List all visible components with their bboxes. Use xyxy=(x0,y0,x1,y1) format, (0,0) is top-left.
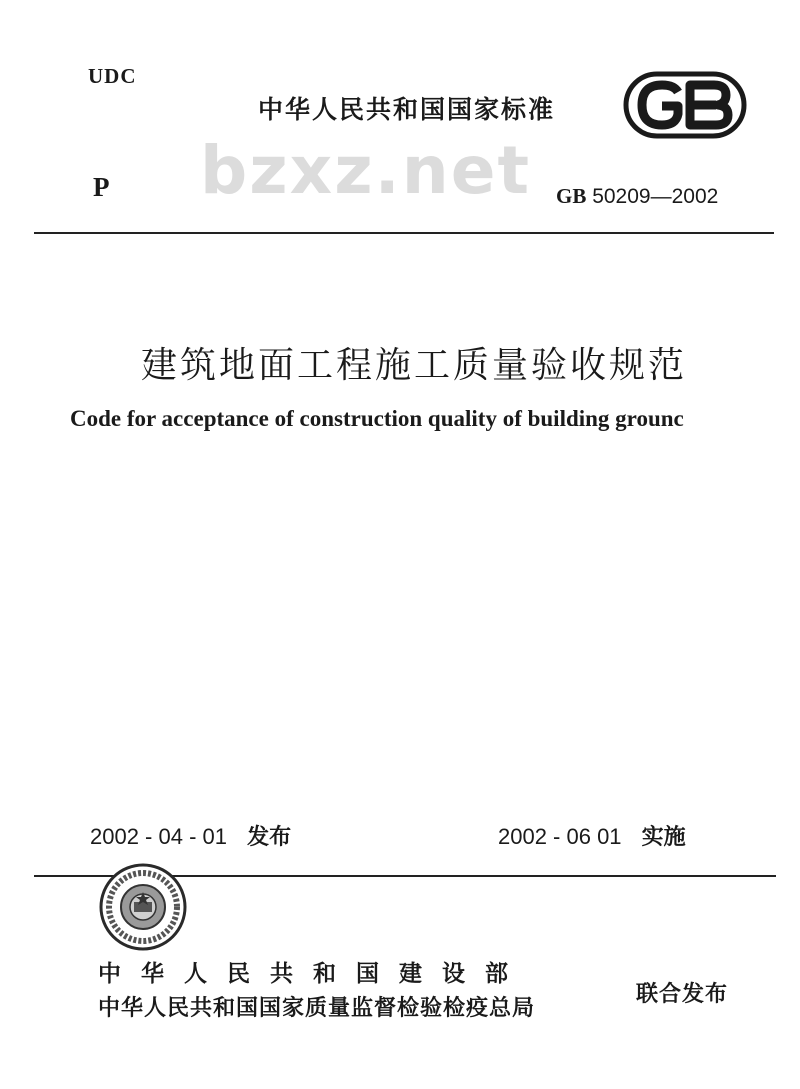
issuer-ministry: 中华人民共和国建设部 xyxy=(98,961,528,987)
watermark: bzxz.net xyxy=(200,132,532,209)
publish-date-line xyxy=(90,820,291,851)
gb-logo-icon xyxy=(622,70,748,140)
standard-number xyxy=(556,184,718,209)
publish-date: 2002 - 04 - 01 xyxy=(90,824,227,849)
title-english: Code for acceptance of construction quality of building grounc xyxy=(70,406,684,431)
top-divider xyxy=(34,232,774,234)
udc-label: UDC xyxy=(88,64,137,88)
implement-date: 2002 - 06 01 xyxy=(498,824,622,849)
title-chinese: 建筑地面工程施工质量验收规范 xyxy=(140,345,687,386)
issuer-administration: 中华人民共和国国家质量监督检验检疫总局 xyxy=(98,996,536,1021)
joint-issue-label: 联合发布 xyxy=(636,982,729,1007)
national-standard-heading: 中华人民共和国国家标准 xyxy=(258,95,556,124)
classification-code: P xyxy=(93,172,110,202)
standard-code: 50209—2002 xyxy=(592,185,719,208)
national-emblem-seal-icon xyxy=(98,862,188,952)
implement-label: 实施 xyxy=(641,825,686,850)
publish-label: 发布 xyxy=(247,825,292,850)
standard-prefix: GB xyxy=(556,184,587,208)
implement-date-line xyxy=(498,820,686,851)
